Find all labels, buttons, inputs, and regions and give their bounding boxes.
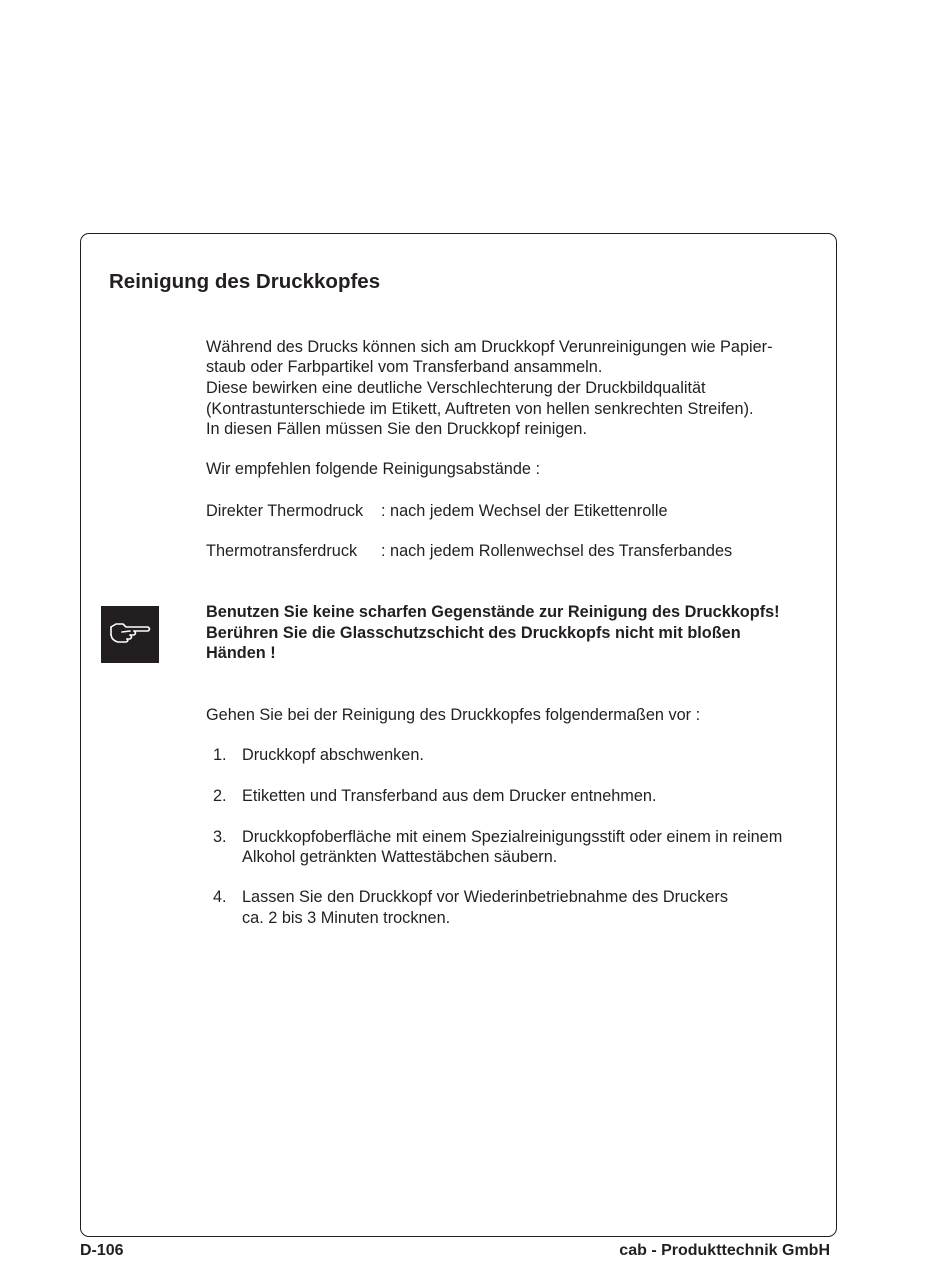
intro-line-4: (Kontrastunterschiede im Etikett, Auftreten von hellen senkrechten Streifen). [206,400,754,418]
pointing-hand-icon [108,619,152,650]
interval-row [206,501,668,521]
interval-row [206,541,732,561]
interval-mode: Thermotransferdruck [206,542,358,560]
note-line-2: Berühren Sie die Glasschutzschicht des Druckkopfs nicht mit bloßen [206,624,741,642]
step-number: 4. [213,888,227,906]
intro-line-2: staub oder Farbpartikel vom Transferband ansammeln. [206,358,603,376]
step-text: Lassen Sie den Druckkopf vor Wiederinbetriebnahme des Druckers [242,888,728,906]
interval-value: : nach jedem Rollenwechsel des Transferbandes [381,542,733,560]
step-text: Druckkopf abschwenken. [242,746,424,764]
step-number: 1. [213,746,227,764]
step-number: 2. [213,787,227,805]
note-line-3: Händen ! [206,644,276,662]
section-title: Reinigung des Druckkopfes [109,270,381,293]
procedure-intro: Gehen Sie bei der Reinigung des Druckkopfes folgendermaßen vor : [206,706,701,724]
page-number: D-106 [80,1242,124,1259]
step-text: Druckkopfoberfläche mit einem Spezialreinigungsstift oder einem in reinem [242,828,783,846]
step-number: 3. [213,828,227,846]
intro-line-1: Während des Drucks können sich am Druckkopf Verunreinigungen wie Papier- [206,338,773,356]
step-text: ca. 2 bis 3 Minuten trocknen. [242,909,451,927]
recommendation-text: Wir empfehlen folgende Reinigungsabstände : [206,460,540,478]
note-line-1: Benutzen Sie keine scharfen Gegenstände zur Reinigung des Druckkopfs! [206,603,780,621]
interval-value: : nach jedem Wechsel der Etikettenrolle [381,502,668,520]
step-text: Alkohol getränkten Wattestäbchen säubern. [242,848,558,866]
note-marker [101,606,159,663]
intro-line-5: In diesen Fällen müssen Sie den Druckkopf reinigen. [206,420,588,438]
company-name: cab - Produkttechnik GmbH [619,1242,830,1259]
step-text: Etiketten und Transferband aus dem Drucker entnehmen. [242,787,657,805]
interval-mode: Direkter Thermodruck [206,502,364,520]
intro-line-3: Diese bewirken eine deutliche Verschlechterung der Druckbildqualität [206,379,706,397]
